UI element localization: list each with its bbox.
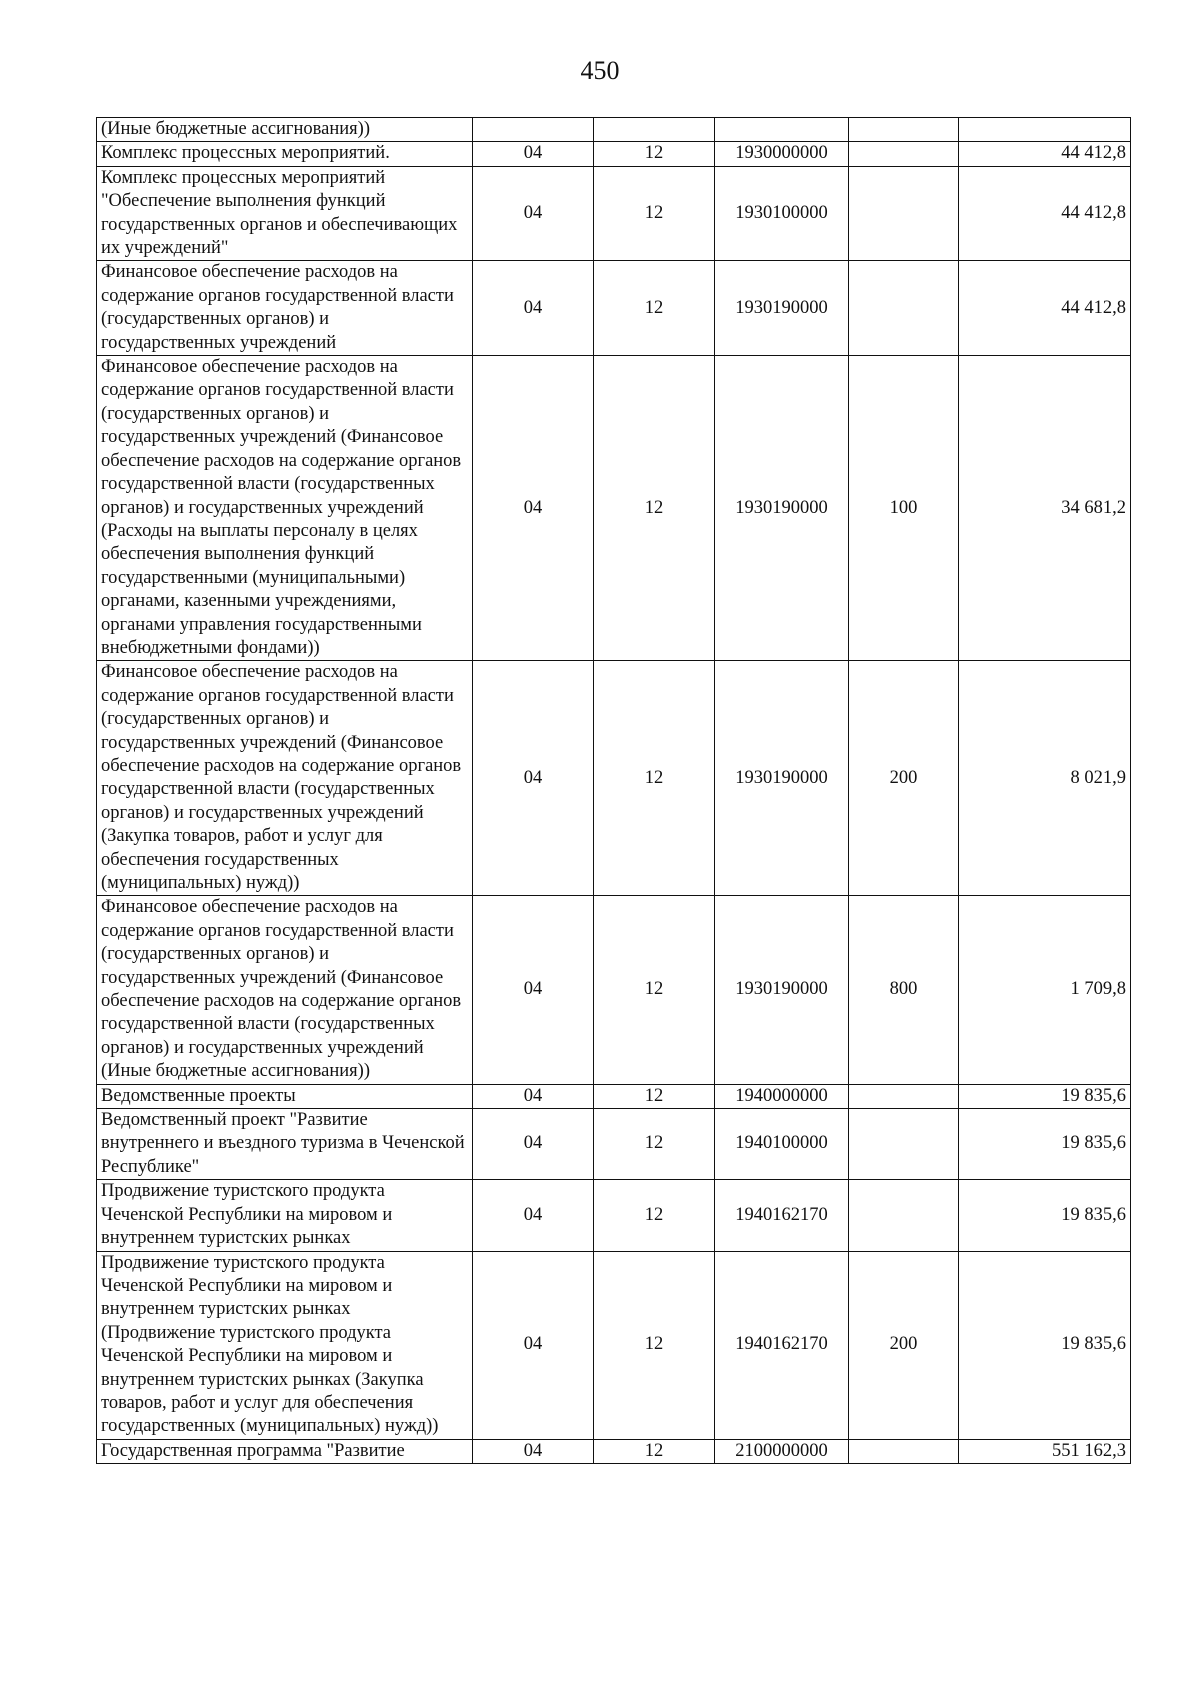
row-subsection: 12 bbox=[594, 261, 715, 356]
row-amount: 551 162,3 bbox=[959, 1439, 1131, 1463]
row-expense-type bbox=[849, 1109, 959, 1180]
row-name: Финансовое обеспечение расходов на содержание органов государственной власти (государственных органов) и государственных учреждений (Финансовое обеспечение расходов на содержание органов государственной власти (государственных органов) и государственных учреждений (Закупка товаров, работ и услуг для обеспечения государственных (муниципальных) нужд)) bbox=[97, 661, 473, 896]
row-section: 04 bbox=[473, 1109, 594, 1180]
row-expense-type bbox=[849, 1180, 959, 1251]
row-target-article: 1930190000 bbox=[715, 661, 849, 896]
page-number: 450 bbox=[580, 56, 620, 85]
row-name: Продвижение туристского продукта Чеченской Республики на мировом и внутреннем туристских рынках bbox=[97, 1180, 473, 1251]
table-row bbox=[97, 1109, 1131, 1180]
row-amount bbox=[959, 118, 1131, 142]
row-section: 04 bbox=[473, 1084, 594, 1108]
row-subsection bbox=[594, 118, 715, 142]
row-section bbox=[473, 118, 594, 142]
row-subsection: 12 bbox=[594, 166, 715, 261]
row-target-article: 1930190000 bbox=[715, 896, 849, 1084]
row-amount: 8 021,9 bbox=[959, 661, 1131, 896]
row-expense-type bbox=[849, 142, 959, 166]
table-row bbox=[97, 142, 1131, 166]
row-section: 04 bbox=[473, 356, 594, 661]
row-subsection: 12 bbox=[594, 896, 715, 1084]
row-subsection: 12 bbox=[594, 1251, 715, 1439]
table-row bbox=[97, 661, 1131, 896]
row-amount: 44 412,8 bbox=[959, 166, 1131, 261]
table-row bbox=[97, 1439, 1131, 1463]
row-subsection: 12 bbox=[594, 1084, 715, 1108]
row-expense-type bbox=[849, 261, 959, 356]
row-expense-type bbox=[849, 118, 959, 142]
row-amount: 34 681,2 bbox=[959, 356, 1131, 661]
row-subsection: 12 bbox=[594, 661, 715, 896]
row-name: Продвижение туристского продукта Чеченской Республики на мировом и внутреннем туристских рынках (Продвижение туристского продукта Чеченской Республики на мировом и внутреннем туристских рынках (Закупка товаров, работ и услуг для обеспечения государственных (муниципальных) нужд)) bbox=[97, 1251, 473, 1439]
row-target-article: 2100000000 bbox=[715, 1439, 849, 1463]
row-amount: 19 835,6 bbox=[959, 1109, 1131, 1180]
row-target-article: 1940162170 bbox=[715, 1180, 849, 1251]
budget-table-body bbox=[97, 118, 1131, 1464]
row-target-article: 1930190000 bbox=[715, 261, 849, 356]
row-expense-type: 200 bbox=[849, 661, 959, 896]
row-name: Государственная программа "Развитие bbox=[97, 1439, 473, 1463]
row-target-article: 1940000000 bbox=[715, 1084, 849, 1108]
row-section: 04 bbox=[473, 261, 594, 356]
row-target-article: 1930100000 bbox=[715, 166, 849, 261]
row-name: Комплекс процессных мероприятий. bbox=[97, 142, 473, 166]
row-amount: 19 835,6 bbox=[959, 1084, 1131, 1108]
row-amount: 1 709,8 bbox=[959, 896, 1131, 1084]
row-name: Комплекс процессных мероприятий "Обеспечение выполнения функций государственных органов и обеспечивающих их учреждений" bbox=[97, 166, 473, 261]
row-amount: 19 835,6 bbox=[959, 1180, 1131, 1251]
budget-table bbox=[96, 117, 1131, 1464]
row-amount: 44 412,8 bbox=[959, 142, 1131, 166]
row-section: 04 bbox=[473, 166, 594, 261]
row-subsection: 12 bbox=[594, 142, 715, 166]
row-expense-type: 100 bbox=[849, 356, 959, 661]
row-expense-type bbox=[849, 166, 959, 261]
row-section: 04 bbox=[473, 896, 594, 1084]
table-row bbox=[97, 118, 1131, 142]
row-name: (Иные бюджетные ассигнования)) bbox=[97, 118, 473, 142]
row-target-article: 1940162170 bbox=[715, 1251, 849, 1439]
table-row bbox=[97, 356, 1131, 661]
row-amount: 19 835,6 bbox=[959, 1251, 1131, 1439]
table-row bbox=[97, 1180, 1131, 1251]
row-amount: 44 412,8 bbox=[959, 261, 1131, 356]
row-section: 04 bbox=[473, 661, 594, 896]
row-name: Ведомственный проект "Развитие внутреннего и въездного туризма в Чеченской Республике" bbox=[97, 1109, 473, 1180]
table-row bbox=[97, 261, 1131, 356]
row-section: 04 bbox=[473, 1439, 594, 1463]
row-section: 04 bbox=[473, 1180, 594, 1251]
row-expense-type: 800 bbox=[849, 896, 959, 1084]
row-subsection: 12 bbox=[594, 1109, 715, 1180]
row-name: Финансовое обеспечение расходов на содержание органов государственной власти (государственных органов) и государственных учреждений (Финансовое обеспечение расходов на содержание органов государственной власти (государственных органов) и государственных учреждений (Иные бюджетные ассигнования)) bbox=[97, 896, 473, 1084]
row-target-article: 1930000000 bbox=[715, 142, 849, 166]
row-expense-type bbox=[849, 1084, 959, 1108]
table-row bbox=[97, 166, 1131, 261]
row-subsection: 12 bbox=[594, 356, 715, 661]
row-target-article: 1930190000 bbox=[715, 356, 849, 661]
row-name: Ведомственные проекты bbox=[97, 1084, 473, 1108]
row-name: Финансовое обеспечение расходов на содержание органов государственной власти (государственных органов) и государственных учреждений bbox=[97, 261, 473, 356]
row-target-article: 1940100000 bbox=[715, 1109, 849, 1180]
row-subsection: 12 bbox=[594, 1439, 715, 1463]
row-target-article bbox=[715, 118, 849, 142]
table-row bbox=[97, 1084, 1131, 1108]
row-subsection: 12 bbox=[594, 1180, 715, 1251]
row-expense-type: 200 bbox=[849, 1251, 959, 1439]
row-section: 04 bbox=[473, 1251, 594, 1439]
table-row bbox=[97, 1251, 1131, 1439]
row-section: 04 bbox=[473, 142, 594, 166]
table-row bbox=[97, 896, 1131, 1084]
row-expense-type bbox=[849, 1439, 959, 1463]
row-name: Финансовое обеспечение расходов на содержание органов государственной власти (государственных органов) и государственных учреждений (Финансовое обеспечение расходов на содержание органов государственной власти (государственных органов) и государственных учреждений (Расходы на выплаты персоналу в целях обеспечения выполнения функций государственными (муниципальными) органами, казенными учреждениями, органами управления государственными внебюджетными фондами)) bbox=[97, 356, 473, 661]
